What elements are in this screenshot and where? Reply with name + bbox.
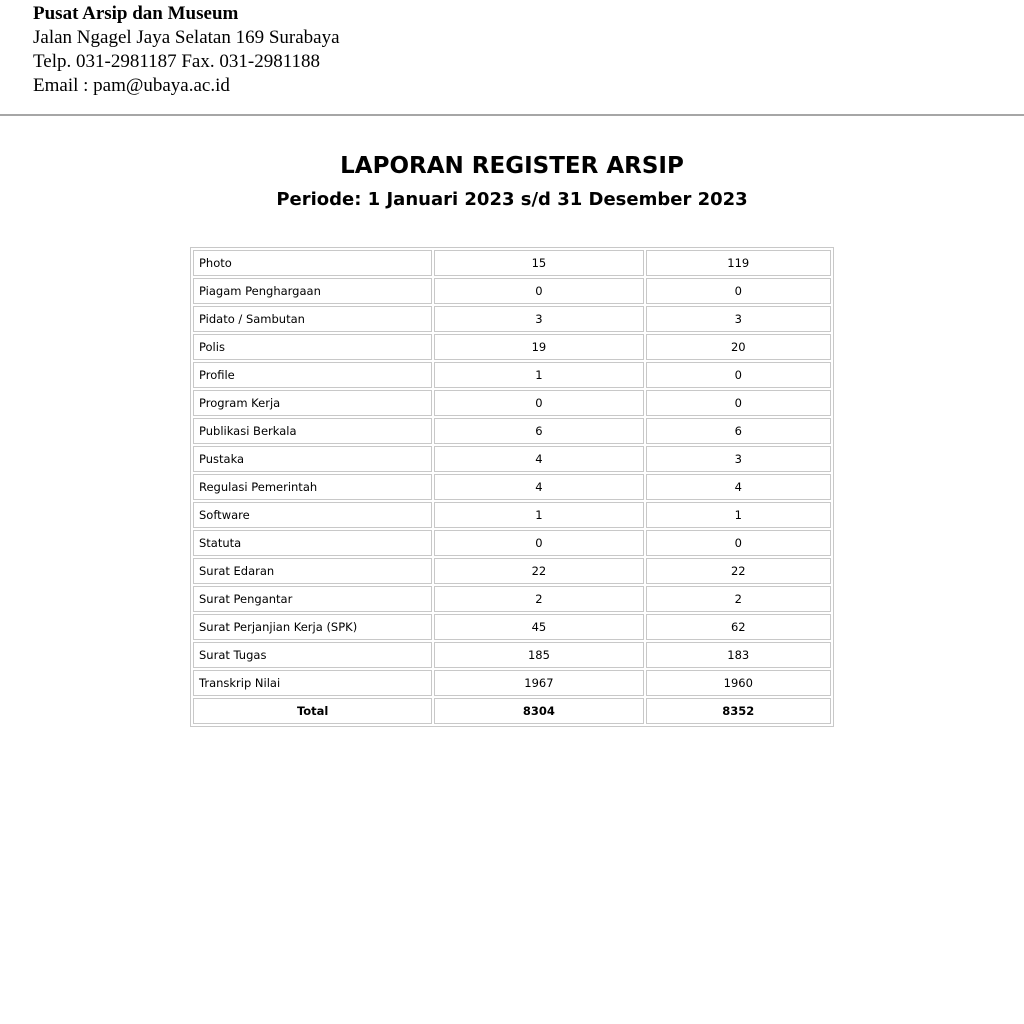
table-row [193, 278, 831, 304]
header-divider [0, 114, 1024, 116]
count-column-2-cell: 6 [646, 418, 831, 444]
count-column-1-cell: 1 [434, 502, 643, 528]
archive-category-cell: Publikasi Berkala [193, 418, 432, 444]
archive-category-cell: Software [193, 502, 432, 528]
archive-category-cell: Pidato / Sambutan [193, 306, 432, 332]
table-row [193, 334, 831, 360]
table-row [193, 614, 831, 640]
count-column-2-cell: 0 [646, 530, 831, 556]
total-column-2-cell: 8352 [646, 698, 831, 724]
archive-category-cell: Surat Pengantar [193, 586, 432, 612]
table-row [193, 642, 831, 668]
count-column-1-cell: 19 [434, 334, 643, 360]
count-column-1-cell: 4 [434, 474, 643, 500]
count-column-2-cell: 0 [646, 390, 831, 416]
count-column-2-cell: 20 [646, 334, 831, 360]
archive-category-cell: Photo [193, 250, 432, 276]
count-column-1-cell: 2 [434, 586, 643, 612]
archive-category-cell: Surat Edaran [193, 558, 432, 584]
count-column-2-cell: 1 [646, 502, 831, 528]
count-column-1-cell: 0 [434, 278, 643, 304]
total-label-cell: Total [193, 698, 432, 724]
count-column-1-cell: 45 [434, 614, 643, 640]
total-column-1-cell: 8304 [434, 698, 643, 724]
count-column-2-cell: 2 [646, 586, 831, 612]
organization-email: Email : pam@ubaya.ac.id [33, 75, 230, 96]
archive-category-cell: Piagam Penghargaan [193, 278, 432, 304]
archive-category-cell: Pustaka [193, 446, 432, 472]
table-row [193, 250, 831, 276]
organization-name: Pusat Arsip dan Museum [33, 3, 239, 24]
table-row [193, 558, 831, 584]
count-column-2-cell: 4 [646, 474, 831, 500]
table-row [193, 446, 831, 472]
organization-address: Jalan Ngagel Jaya Selatan 169 Surabaya [33, 27, 340, 48]
count-column-1-cell: 0 [434, 530, 643, 556]
table-row [193, 390, 831, 416]
count-column-2-cell: 62 [646, 614, 831, 640]
count-column-1-cell: 0 [434, 390, 643, 416]
table-body [193, 250, 831, 724]
report-period: Periode: 1 Januari 2023 s/d 31 Desember 2023 [276, 189, 748, 210]
count-column-2-cell: 0 [646, 362, 831, 388]
letterhead [33, 2, 340, 98]
count-column-1-cell: 185 [434, 642, 643, 668]
count-column-2-cell: 183 [646, 642, 831, 668]
count-column-1-cell: 1 [434, 362, 643, 388]
table-row [193, 306, 831, 332]
table-row [193, 530, 831, 556]
table-row [193, 670, 831, 696]
report-title: LAPORAN REGISTER ARSIP [340, 153, 684, 179]
count-column-2-cell: 1960 [646, 670, 831, 696]
count-column-2-cell: 3 [646, 306, 831, 332]
archive-category-cell: Surat Tugas [193, 642, 432, 668]
archive-register-table [190, 247, 834, 727]
table-row [193, 586, 831, 612]
table-row [193, 474, 831, 500]
count-column-2-cell: 22 [646, 558, 831, 584]
count-column-1-cell: 6 [434, 418, 643, 444]
table-total-row [193, 698, 831, 724]
organization-phone-fax: Telp. 031-2981187 Fax. 031-2981188 [33, 51, 320, 72]
table-row [193, 362, 831, 388]
table-row [193, 502, 831, 528]
archive-category-cell: Regulasi Pemerintah [193, 474, 432, 500]
archive-category-cell: Profile [193, 362, 432, 388]
count-column-1-cell: 4 [434, 446, 643, 472]
count-column-2-cell: 0 [646, 278, 831, 304]
count-column-1-cell: 15 [434, 250, 643, 276]
count-column-1-cell: 1967 [434, 670, 643, 696]
archive-category-cell: Program Kerja [193, 390, 432, 416]
archive-category-cell: Polis [193, 334, 432, 360]
count-column-2-cell: 119 [646, 250, 831, 276]
table-row [193, 418, 831, 444]
count-column-1-cell: 3 [434, 306, 643, 332]
archive-category-cell: Transkrip Nilai [193, 670, 432, 696]
count-column-1-cell: 22 [434, 558, 643, 584]
archive-category-cell: Statuta [193, 530, 432, 556]
archive-category-cell: Surat Perjanjian Kerja (SPK) [193, 614, 432, 640]
count-column-2-cell: 3 [646, 446, 831, 472]
